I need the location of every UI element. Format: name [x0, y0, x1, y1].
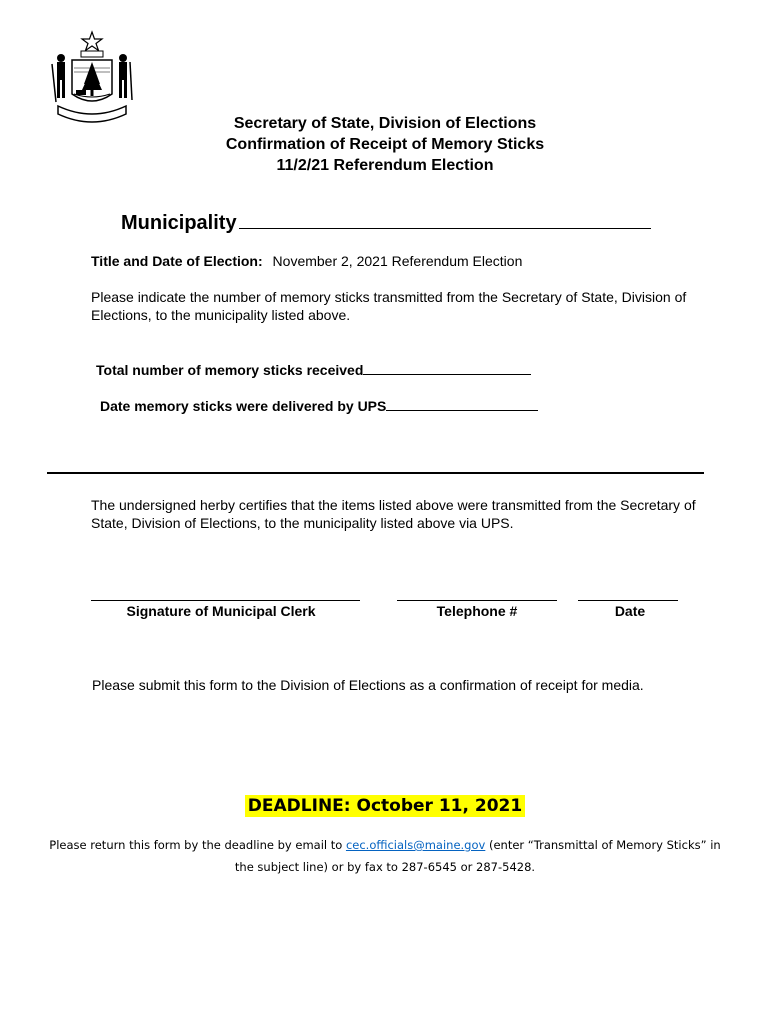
clerk-signature-label: Signature of Municipal Clerk: [126, 603, 316, 619]
total-received-row: [96, 360, 531, 379]
total-received-input-line[interactable]: [363, 360, 531, 375]
email-link[interactable]: cec.officials@maine.gov: [345, 838, 486, 852]
date-line[interactable]: [578, 600, 678, 601]
return-text-before: Please return this form by the deadline by email to: [49, 838, 343, 852]
municipality-input-line[interactable]: [239, 210, 651, 229]
seal-star: [82, 32, 102, 51]
header-line-1: Secretary of State, Division of Elections: [233, 115, 537, 132]
instruction-text: Please indicate the number of memory sticks transmitted from the Secretary of State, Division of Elections, to the municipality listed above.: [91, 289, 687, 323]
certification-text: The undersigned herby certifies that the items listed above were transmitted from the Secretary of State, Division of Elections, to the municipality listed above via UPS.: [91, 497, 696, 531]
municipality-label: Municipality: [121, 212, 237, 234]
clerk-signature-line[interactable]: [91, 600, 360, 601]
submit-note: Please submit this form to the Division of Elections as a confirmation of receipt for media.: [92, 677, 644, 693]
total-received-label: Total number of memory sticks received: [96, 362, 364, 378]
telephone-line[interactable]: [397, 600, 557, 601]
election-label: Title and Date of Election:: [91, 253, 263, 269]
deadline-text: DEADLINE: October 11, 2021: [245, 795, 525, 817]
municipality-field: [121, 210, 651, 235]
section-divider: [47, 472, 704, 474]
delivered-input-line[interactable]: [386, 396, 538, 411]
telephone-label: Telephone #: [436, 603, 518, 619]
delivered-row: [100, 396, 538, 415]
seal-sailor: [119, 54, 127, 62]
election-row: [91, 252, 522, 270]
seal-farmer: [57, 54, 65, 62]
header-line-3: 11/2/21 Referendum Election: [276, 157, 494, 174]
date-label: Date: [614, 603, 646, 619]
delivered-label: Date memory sticks were delivered by UPS: [100, 398, 387, 414]
seal-moose: [76, 90, 86, 95]
return-text-after: (enter “Transmittal of Memory Sticks” in the subject line) or by fax to 287-6545 or 287-5428.: [234, 838, 721, 874]
seal-motto-banner: [81, 51, 103, 57]
return-instructions: [40, 834, 730, 878]
header-line-2: Confirmation of Receipt of Memory Sticks: [225, 136, 545, 153]
deadline-banner: [0, 796, 770, 816]
election-value: November 2, 2021 Referendum Election: [272, 253, 523, 269]
